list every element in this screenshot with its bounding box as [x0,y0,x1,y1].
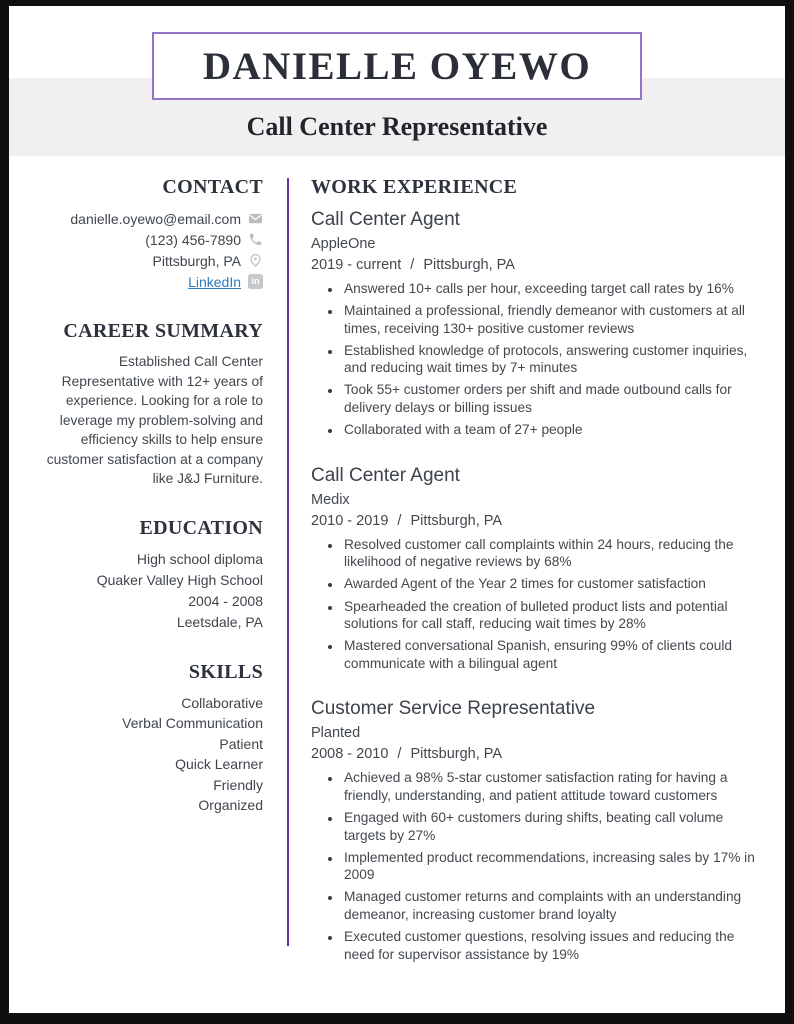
meta-separator: / [410,257,415,273]
job-meta [311,746,763,762]
skill-item: Quick Learner [175,756,263,772]
contact-section [39,176,263,292]
job-company: AppleOne [311,236,376,252]
job-dates: 2019 - current [311,257,402,273]
job-bullet: • Engaged with 60+ customers during shifts, beating call volume targets by 27% [342,809,763,844]
contact-email-row [39,208,263,229]
skill-item: Organized [198,797,263,813]
location-text: Pittsburgh, PA [152,252,241,269]
job-title: Call Center Agent [311,209,460,230]
job-bullet: • Spearheaded the creation of bulleted product lists and potential solutions for call staff, reducing wait times by 28% [342,598,763,633]
education-location: Leetsdale, PA [176,613,263,630]
column-divider [287,178,289,946]
job-entry [311,465,763,673]
work-experience-heading: WORK EXPERIENCE [311,176,518,198]
job-bullet-list [311,769,763,963]
job-entry [311,698,763,963]
job-bullet: • Answered 10+ calls per hour, exceeding target call rates by 16% [342,280,763,298]
education-heading: EDUCATION [139,516,263,539]
job-bullet: • Implemented product recommendations, increasing sales by 17% in 2009 [342,849,763,884]
contact-heading: CONTACT [162,176,263,198]
job-bullet: • Managed customer returns and complaints with an understanding demeanor, increasing customer brand loyalty [342,888,763,923]
career-summary-text: Established Call Center Representative with 12+ years of experience. Looking for a role to leverage my problem-solving and efficiency skills to help ensure customer satisfaction at a company like J&J Furniture. [46,354,263,486]
meta-separator: / [397,746,402,763]
header [9,6,785,88]
career-summary-section [39,320,263,489]
job-location: Pittsburgh, PA [410,512,503,529]
job-location: Pittsburgh, PA [423,257,515,273]
job-entry [311,209,763,439]
job-title: Customer Service Representative [311,698,596,720]
linkedin-link[interactable]: LinkedIn [188,273,241,290]
job-bullet-list [311,280,763,439]
linkedin-icon: in [248,274,263,289]
skill-item: Verbal Communication [122,715,263,731]
job-bullet: • Collaborated with a team of 27+ people [342,421,763,439]
contact-phone-row [39,229,263,250]
candidate-name: DANIELLE OYEWO [202,44,592,88]
education-school: Quaker Valley High School [96,571,263,588]
skills-heading: SKILLS [188,660,263,683]
job-bullet: • Resolved customer call complaints within 24 hours, reducing the likelihood of negative reviews by 68% [342,536,763,571]
job-meta [311,257,763,273]
phone-text: (123) 456-7890 [145,231,241,248]
job-bullet: • Executed customer questions, resolving issues and reducing the need for supervisor assistance by 19% [342,928,763,963]
skills-section [39,661,263,816]
job-bullet: • Took 55+ customer orders per shift and made outbound calls for delivery delays or billing issues [342,381,763,416]
job-location: Pittsburgh, PA [410,746,503,763]
meta-separator: / [397,512,402,529]
job-dates: 2010 - 2019 [311,512,389,529]
job-bullet: • Mastered conversational Spanish, ensuring 99% of clients could communicate with a bilingual agent [342,637,763,672]
education-section [39,517,263,633]
skill-item: Patient [219,735,263,752]
career-summary-heading: CAREER SUMMARY [63,320,263,342]
envelope-icon [248,211,263,226]
resume-headline: Call Center Representative [246,112,548,141]
skill-item: Collaborative [181,694,263,711]
name-box [152,32,642,100]
contact-location-row [39,250,263,271]
education-dates: 2004 - 2008 [188,592,263,609]
contact-linkedin-row [39,271,263,292]
education-degree: High school diploma [136,550,263,567]
content-area [9,156,785,989]
phone-icon [248,232,263,247]
email-text: danielle.oyewo@email.com [70,210,241,227]
job-company: Planted [311,725,361,742]
job-company: Medix [311,491,350,508]
job-bullet: • Established knowledge of protocols, answering customer inquiries, and reducing wait times by 7+ minutes [342,342,763,377]
skill-item: Friendly [213,776,263,793]
job-bullet: • Awarded Agent of the Year 2 times for customer satisfaction [342,575,763,593]
work-experience-column [311,176,769,989]
job-title: Call Center Agent [311,464,460,486]
job-bullet: • Achieved a 98% 5-star customer satisfaction rating for having a friendly, understanding, and patient attitude toward customers [342,769,763,804]
job-dates: 2008 - 2010 [311,746,389,763]
job-bullet: • Maintained a professional, friendly demeanor with customers at all times, receiving 130+ positive customer reviews [342,302,763,337]
sidebar [39,176,263,989]
job-bullet-list [311,536,763,673]
job-meta [311,513,763,529]
location-pin-icon [248,253,263,268]
